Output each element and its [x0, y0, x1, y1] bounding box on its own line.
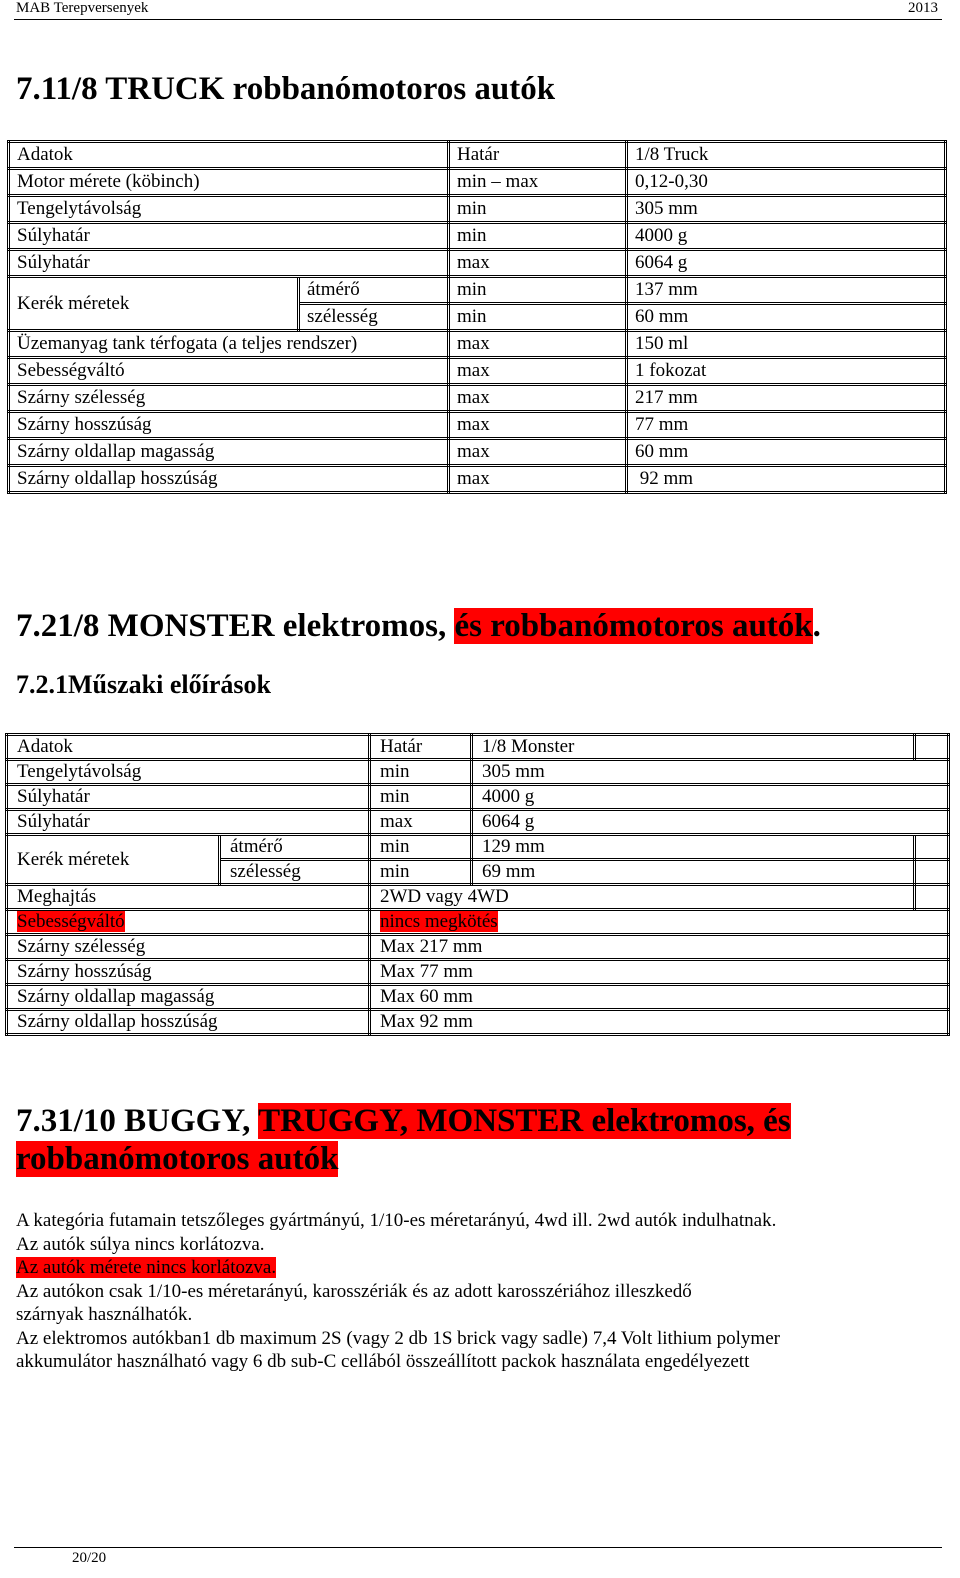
header-cell: Határ	[449, 142, 627, 169]
table-cell: 77 mm	[627, 412, 946, 439]
table-row	[7, 960, 949, 985]
table-cell: min	[449, 196, 627, 223]
table-cell: max	[449, 412, 627, 439]
table-cell: max	[449, 439, 627, 466]
header-cell: Határ	[370, 735, 472, 760]
table-cell: 4000 g	[627, 223, 946, 250]
table-cell: 305 mm	[627, 196, 946, 223]
header-title: MAB Terepversenyek	[16, 0, 149, 16]
table-cell: Max 92 mm	[370, 1010, 949, 1035]
table-cell: 150 ml	[627, 331, 946, 358]
table-cell: átmérő	[220, 835, 370, 860]
table-cell: min – max	[449, 169, 627, 196]
paragraph-line: Az autókon csak 1/10-es méretarányú, karosszériák és az adott karosszériához illeszkedő	[16, 1280, 692, 1302]
table-cell: 6064 g	[627, 250, 946, 277]
table-cell: Tengelytávolság	[9, 196, 449, 223]
paragraph-line: A kategória futamain tetszőleges gyártmányú, 1/10-es méretarányú, 4wd ill. 2wd autók indulhatnak.	[16, 1210, 777, 1231]
table-cell: Szárny oldallap hosszúság	[7, 1010, 370, 1035]
table-cell: szélesség	[220, 860, 370, 885]
table-cell: Szárny hosszúság	[7, 960, 370, 985]
table-cell: Szárny hosszúság	[9, 412, 449, 439]
table-cell: min	[449, 277, 627, 304]
table-header-row	[7, 735, 949, 760]
section2-subtitle: 7.2.1Műszaki előírások	[16, 670, 271, 699]
table-cell	[915, 735, 949, 760]
page-header	[14, 0, 942, 20]
section3-title	[16, 1102, 916, 1178]
page-footer	[14, 1547, 942, 1566]
section2-title-highlight: és robbanómotoros autók	[454, 608, 813, 644]
table-row	[9, 277, 946, 304]
header-year: 2013	[908, 0, 938, 16]
table-cell: Tengelytávolság	[7, 760, 370, 785]
table-cell: Üzemanyag tank térfogata (a teljes rendszer)	[9, 331, 449, 358]
table-cell: min	[370, 835, 472, 860]
table-cell: Súlyhatár	[7, 785, 370, 810]
table-cell: Súlyhatár	[7, 810, 370, 835]
table-cell: Szárny oldallap hosszúság	[9, 466, 449, 493]
table-row	[7, 885, 949, 910]
table-row	[9, 358, 946, 385]
table-cell: max	[449, 466, 627, 493]
table-row	[9, 196, 946, 223]
table-header-row	[9, 142, 946, 169]
table-cell: 4000 g	[472, 785, 949, 810]
table-cell	[915, 835, 949, 860]
table-cell: 0,12-0,30	[627, 169, 946, 196]
table-row	[7, 935, 949, 960]
paragraph-line: akkumulátor használható vagy 6 db sub-C cellából összeállított packok használata engedélyezett	[16, 1351, 750, 1372]
table-cell: szélesség	[299, 304, 449, 331]
table-cell: max	[370, 810, 472, 835]
highlighted-text: nincs megkötés	[380, 911, 498, 932]
table-cell: 6064 g	[472, 810, 949, 835]
section2-title-plain: 7.21/8 MONSTER elektromos,	[16, 608, 455, 644]
header-cell: 1/8 Monster	[472, 735, 915, 760]
truck-spec-table	[7, 140, 947, 494]
header-cell: Adatok	[7, 735, 370, 760]
table-row	[7, 1010, 949, 1035]
table-cell: min	[449, 223, 627, 250]
table-cell: max	[449, 331, 627, 358]
paragraph-line	[16, 1256, 916, 1280]
paragraph-line: Az elektromos autókban1 db maximum 2S (vagy 2 db 1S brick vagy sadle) 7,4 Volt lithium polymer	[16, 1327, 780, 1349]
table-cell: 60 mm	[627, 304, 946, 331]
table-cell: Max 77 mm	[370, 960, 949, 985]
monster-spec-table	[5, 733, 950, 1036]
table-row	[7, 910, 949, 935]
table-row	[9, 250, 946, 277]
table-row	[7, 760, 949, 785]
table-cell: Meghajtás	[7, 885, 370, 910]
table-cell: 92 mm	[627, 466, 946, 493]
paragraph-line: szárnyak használhatók.	[16, 1304, 193, 1325]
table-cell: min	[370, 860, 472, 885]
table-row	[7, 810, 949, 835]
table-cell	[915, 885, 949, 910]
table-cell: max	[449, 385, 627, 412]
table-cell: 60 mm	[627, 439, 946, 466]
section2-title	[16, 607, 821, 645]
table-cell: Súlyhatár	[9, 223, 449, 250]
page-number: 20/20	[72, 1550, 107, 1566]
table-cell: Súlyhatár	[9, 250, 449, 277]
table-cell: 69 mm	[472, 860, 915, 885]
paragraph-line: Az autók súlya nincs korlátozva.	[16, 1233, 265, 1255]
table-row	[9, 439, 946, 466]
table-row	[9, 466, 946, 493]
table-row	[9, 169, 946, 196]
section3-title-plain: 7.31/10 BUGGY,	[16, 1103, 259, 1139]
table-cell: min	[449, 304, 627, 331]
table-cell: 129 mm	[472, 835, 915, 860]
header-cell: Adatok	[9, 142, 449, 169]
table-cell: Szárny szélesség	[7, 935, 370, 960]
header-cell: 1/8 Truck	[627, 142, 946, 169]
section3-title-highlight: robbanómotoros autók	[16, 1141, 339, 1177]
table-cell: átmérő	[299, 277, 449, 304]
table-cell: max	[449, 358, 627, 385]
table-cell	[915, 860, 949, 885]
wheel-label-cell: Kerék méretek	[7, 835, 220, 885]
highlighted-text: Az autók mérete nincs korlátozva.	[16, 1257, 277, 1278]
table-cell: 2WD vagy 4WD	[370, 885, 915, 910]
table-cell: Szárny szélesség	[9, 385, 449, 412]
table-cell: min	[370, 760, 472, 785]
table-row	[9, 223, 946, 250]
highlighted-text: Sebességváltó	[17, 911, 125, 932]
table-cell: 217 mm	[627, 385, 946, 412]
table-cell: Max 60 mm	[370, 985, 949, 1010]
section3-body	[16, 1209, 916, 1374]
table-cell: 1 fokozat	[627, 358, 946, 385]
table-cell: min	[370, 785, 472, 810]
table-row	[9, 331, 946, 358]
table-cell: Sebességváltó	[9, 358, 449, 385]
table-cell: 305 mm	[472, 760, 949, 785]
table-cell	[370, 910, 949, 935]
section3-title-highlight: TRUGGY, MONSTER elektromos, és	[258, 1103, 791, 1139]
table-row	[7, 985, 949, 1010]
table-cell: Szárny oldallap magasság	[7, 985, 370, 1010]
table-cell: max	[449, 250, 627, 277]
table-cell: Max 217 mm	[370, 935, 949, 960]
table-row	[7, 835, 949, 860]
wheel-label-cell: Kerék méretek	[9, 277, 299, 331]
section1-title: 7.11/8 TRUCK robbanómotoros autók	[16, 71, 556, 107]
table-cell: 137 mm	[627, 277, 946, 304]
table-row	[9, 412, 946, 439]
table-cell	[7, 910, 370, 935]
table-row	[7, 785, 949, 810]
table-cell: Motor mérete (köbinch)	[9, 169, 449, 196]
section2-title-end: .	[812, 608, 821, 644]
table-row	[9, 385, 946, 412]
table-cell: Szárny oldallap magasság	[9, 439, 449, 466]
